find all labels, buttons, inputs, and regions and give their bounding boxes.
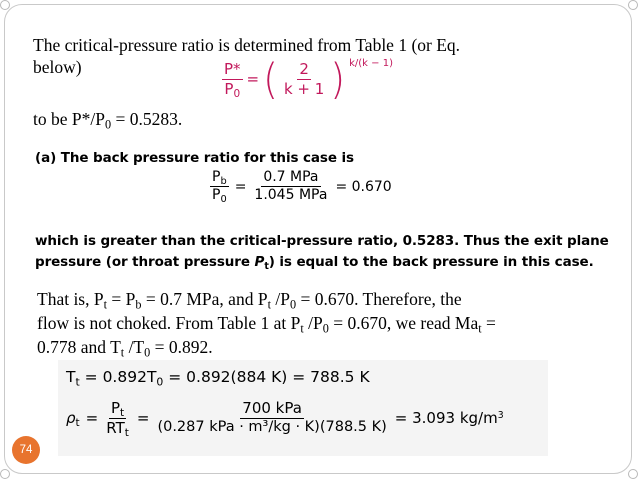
- intro-line-1: The critical-pressure ratio is determined from Table 1 (or Eq.: [33, 35, 461, 55]
- critical-exponent: k/(k − 1): [349, 58, 393, 69]
- back-lhs-fraction: $\frac{P_b}{P_0}$: [212, 169, 227, 206]
- density-fraction-2: $\frac{\text{700 kPa}}{\text{(0.287 kPa · m³/kg · K)(788.5 K)}}$: [157, 399, 387, 435]
- critical-pressure-equation: $\frac{P*}{P_0}$ = ( $\frac{2}{k + 1}$ ) k/(k − 1): [224, 54, 393, 104]
- temperature-equation: $T_t = 0.892T_0 = 0.892(884$ K) = 788.5 K: [66, 368, 370, 389]
- density-equation: $\rho_t$ = $\frac{P_t}{RT_t}$ = $\frac{\text{700 kPa}}{\text{(0.287 kPa · m³/kg · K)(788.5 K)}}$ = 3.093 $kg/m^3$: [66, 399, 504, 439]
- part-a-statement: (a) The back pressure ratio for this case is: [35, 150, 354, 166]
- intro-line-3: to be $P*/P_0 = 0.5283$.: [33, 109, 183, 132]
- back-pressure-equation: $\frac{P_b}{P_0}$ = $\frac{\text{0.7 MPa}}{\text{1.045 MPa}}$ = 0.670: [212, 169, 392, 206]
- critical-lhs-fraction: $\frac{P*}{P_0}$: [224, 60, 241, 100]
- density-result: = 3.093 $kg/m^3$: [394, 409, 504, 427]
- back-mid-fraction: $\frac{\text{0.7 MPa}}{\text{1.045 MPa}}$: [254, 169, 328, 204]
- that-is-line-3: 0.778 and $T_t$ $/T_0 = 0.892$.: [37, 337, 213, 360]
- page-number-badge: 74: [12, 436, 40, 464]
- corner-dot-bottom-left: [0, 469, 10, 479]
- density-fraction-1: $\frac{P_t}{RT_t}$: [106, 399, 129, 439]
- corner-dot-top-right: [628, 0, 638, 10]
- intro-line-2: below): [33, 57, 82, 77]
- conclusion-line-1: which is greater than the critical-pressure ratio, 0.5283. Thus the exit plane: [35, 233, 609, 249]
- conclusion-line-2: pressure (or throat pressure $P_t$) is equal to the back pressure in this case.: [35, 254, 594, 272]
- that-is-line-2: flow is not choked. From Table 1 at $P_t$ $/P_0 = 0.670$, we read $Ma_t$ =: [37, 313, 496, 336]
- that-is-line-1: That is, $P_t = P_b = 0.7$ MPa, and $P_t$ $/P_0 = 0.670$. Therefore, the: [37, 289, 462, 312]
- back-pressure-result: = 0.670: [335, 178, 392, 195]
- critical-inner-fraction: $\frac{2}{k + 1}$: [283, 60, 325, 98]
- corner-dot-bottom-right: [628, 469, 638, 479]
- corner-dot-top-left: [0, 0, 10, 10]
